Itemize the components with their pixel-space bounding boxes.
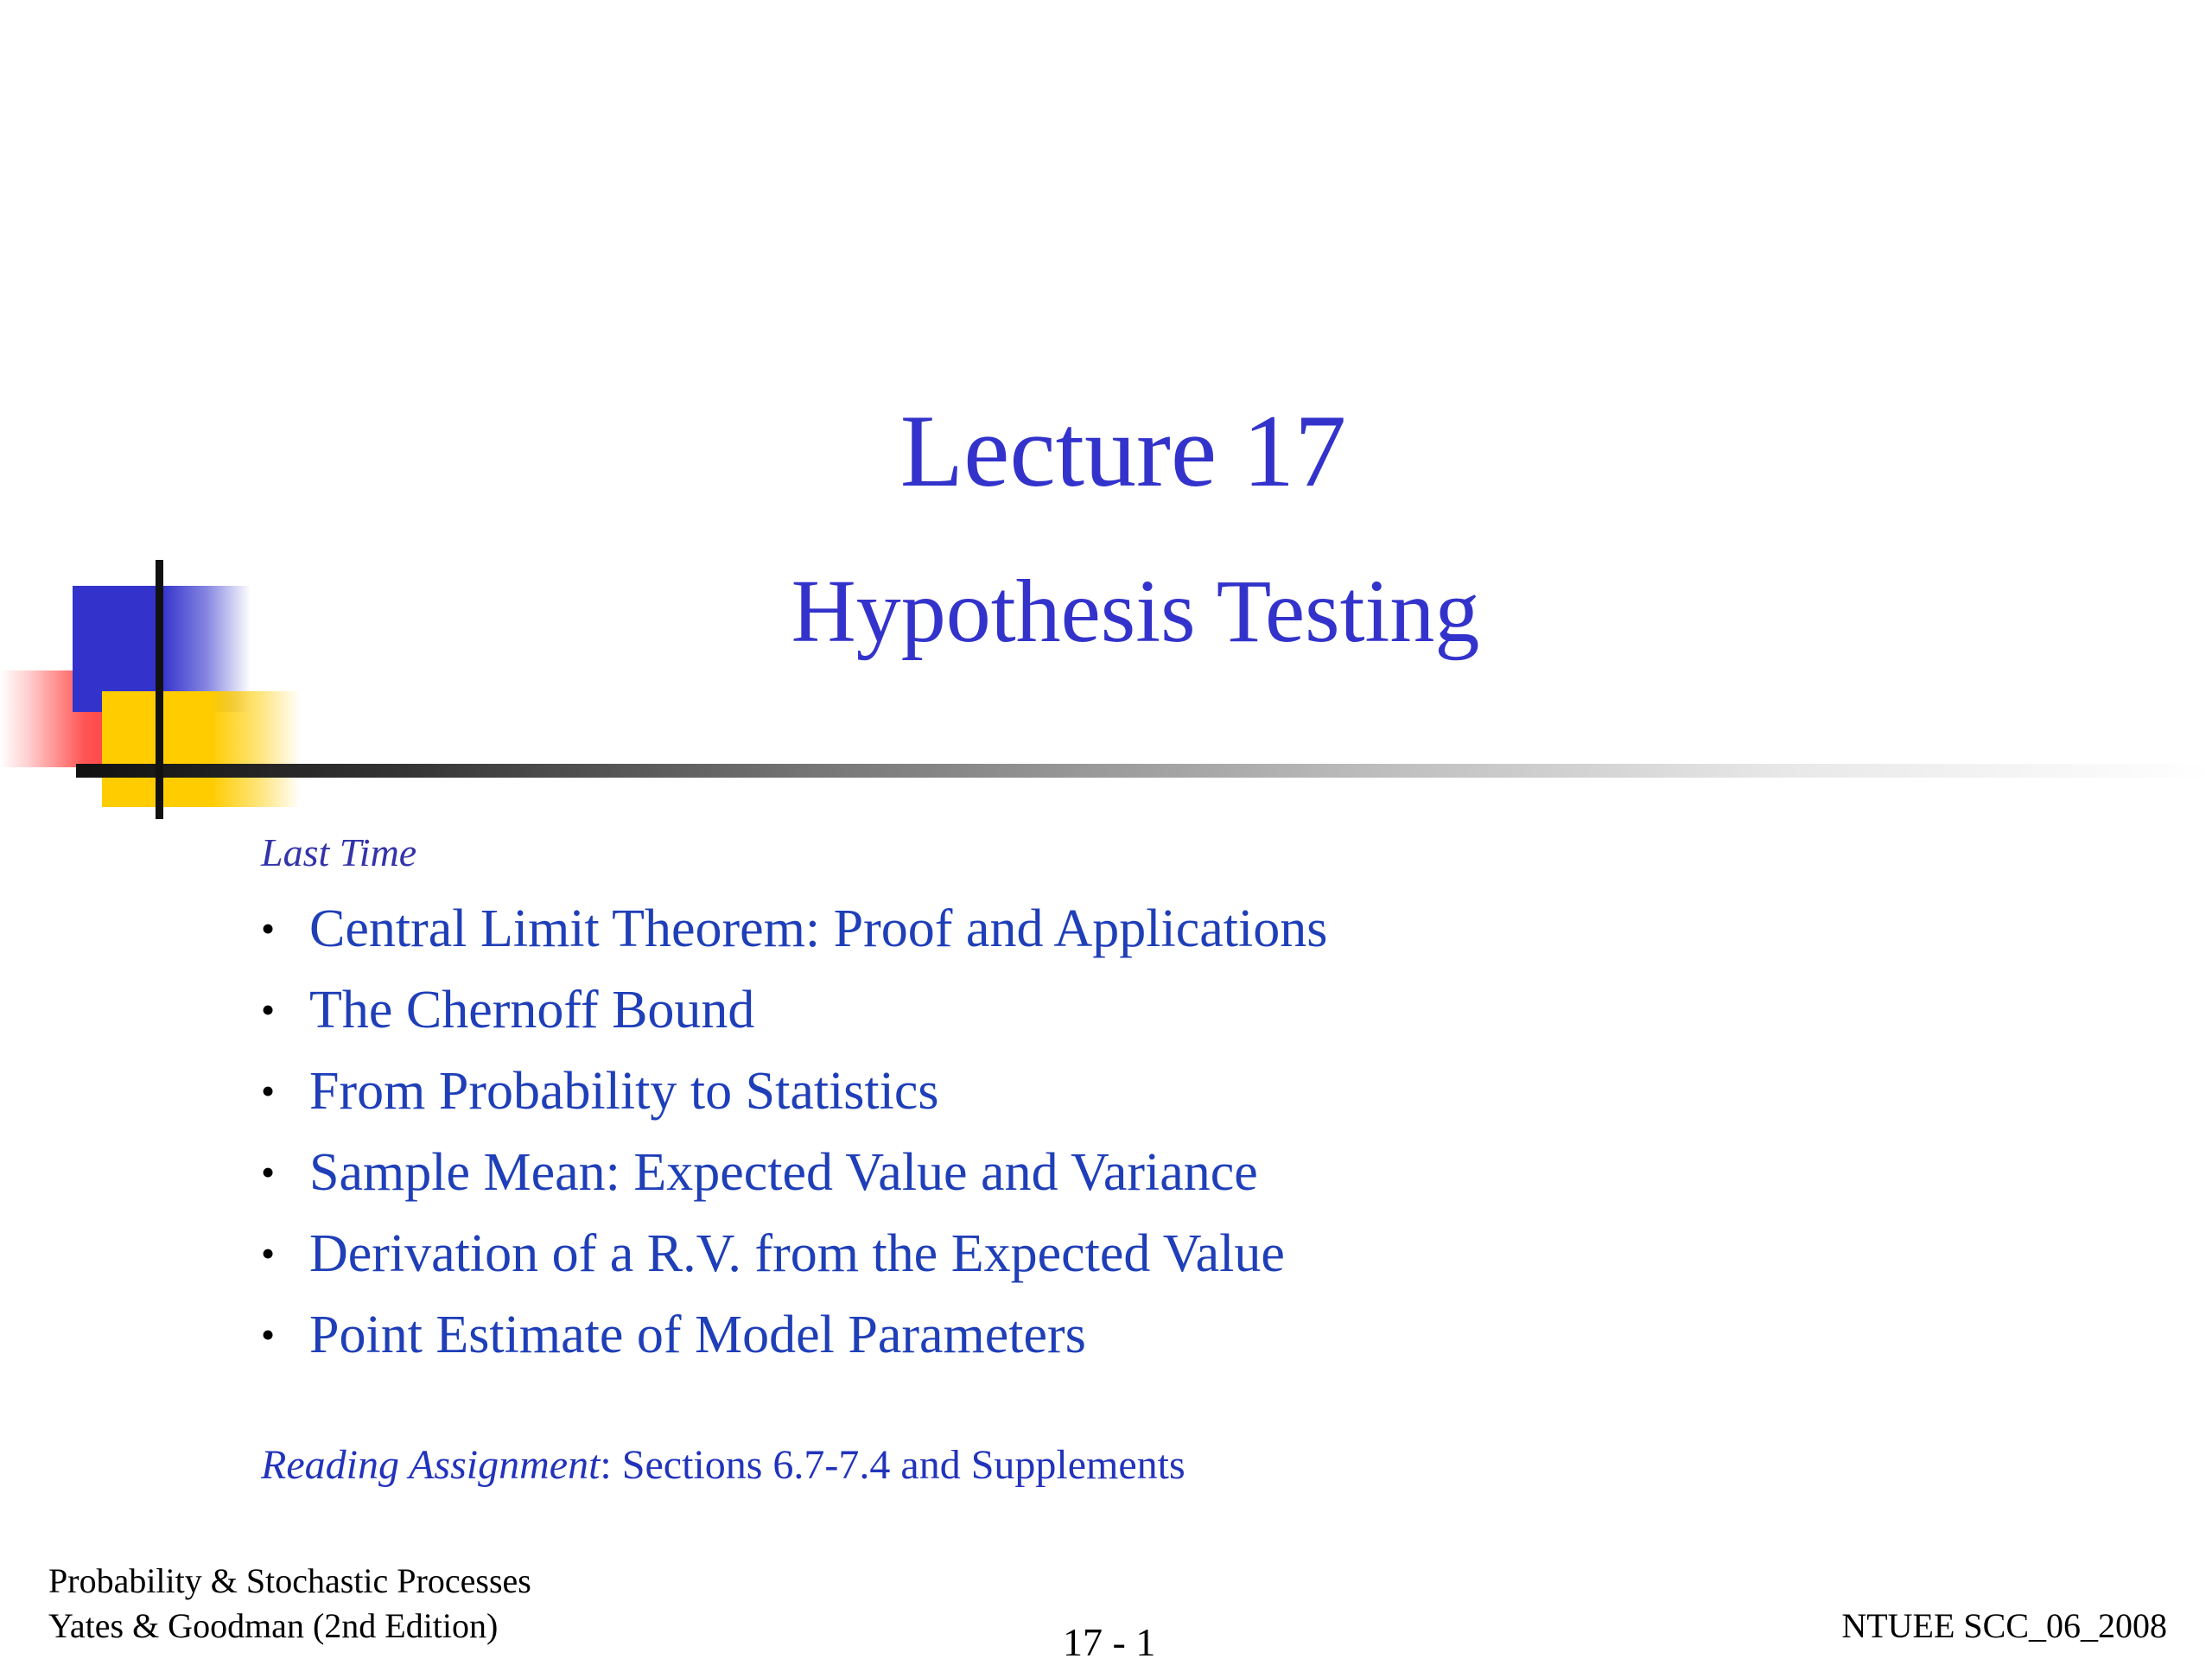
bullet-icon: • (261, 906, 276, 950)
footer-course-code: NTUEE SCC_06_2008 (1841, 1606, 2167, 1645)
list-item (261, 1213, 1327, 1294)
list-item (261, 888, 1327, 969)
reading-assignment-label: Reading Assignment (261, 1442, 601, 1488)
bullet-icon: • (261, 1150, 276, 1194)
bullet-text: Sample Mean: Expected Value and Variance (309, 1143, 1258, 1202)
bullet-text: Derivation of a R.V. from the Expected Value (309, 1224, 1285, 1283)
bullet-icon: • (261, 988, 276, 1032)
slide-subtitle: Hypothesis Testing (791, 562, 1480, 661)
bullet-icon: • (261, 1231, 276, 1275)
footer-book: Yates & Goodman (2nd Edition) (48, 1606, 499, 1645)
list-item (261, 1051, 1327, 1132)
decorative-yellow-block (102, 691, 301, 807)
decorative-horizontal-rule (76, 764, 2212, 778)
bullet-text: From Probability to Statistics (309, 1062, 939, 1121)
footer-course-title: Probability & Stochastic Processes (48, 1561, 531, 1600)
slide-title: Lecture 17 (899, 393, 1347, 508)
bullet-text: Point Estimate of Model Parameters (309, 1306, 1086, 1364)
bullet-text: Central Limit Theorem: Proof and Applications (309, 899, 1328, 958)
list-item (261, 969, 1327, 1051)
bullet-text: The Chernoff Bound (309, 981, 755, 1039)
bullet-list (261, 888, 1327, 1376)
list-item (261, 1294, 1327, 1376)
bullet-icon: • (261, 1312, 276, 1357)
list-item (261, 1132, 1327, 1213)
last-time-label: Last Time (261, 830, 417, 874)
reading-assignment (261, 1441, 1185, 1489)
page-number: 17 - 1 (1063, 1620, 1156, 1664)
bullet-icon: • (261, 1069, 276, 1113)
reading-assignment-text: : Sections 6.7-7.4 and Supplements (600, 1442, 1185, 1488)
